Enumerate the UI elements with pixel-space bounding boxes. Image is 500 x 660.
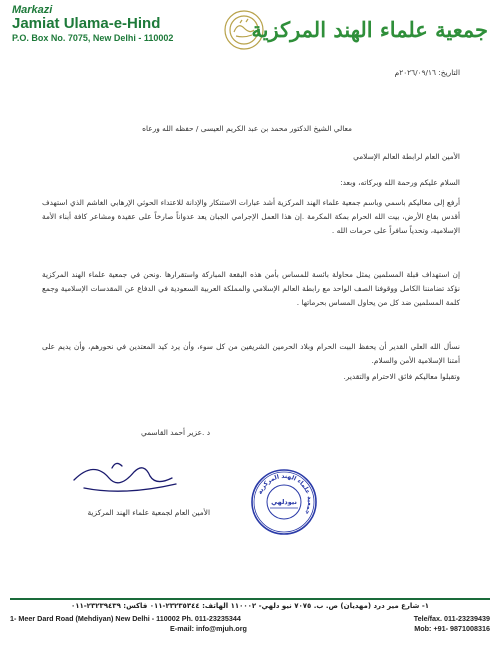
signatory-name: د .عزير أحمد القاسمي [140,428,210,437]
closing-line: وتقبلوا معاليكم فائق الاحترام والتقدير. [343,372,460,381]
footer-email[interactable]: E-mail: info@mjuh.org [170,624,247,633]
footer-divider [10,598,490,600]
handwritten-signature [64,450,184,500]
footer-telefax: Tele/fax. 011-23239439 [413,614,490,623]
footer-address-row [10,614,490,623]
stamp-ring-text: جمعية علماء الهند المركزية [256,472,314,516]
letter-date: التاريخ: ٢٠٢٦/٠٩/١٦م [394,68,460,77]
greeting: السلام عليكم ورحمة الله وبركاته، وبعد: [340,178,460,187]
recipient-title: الأمين العام لرابطة العالم الإسلامي [353,152,460,161]
footer-address: 1- Meer Dard Road (Mehdiyan) New Delhi - 110002 Ph. 011-23235344 [10,614,241,623]
org-address: P.O. Box No. 7075, New Delhi - 110002 [12,33,174,43]
org-name-line1: Markazi [12,4,53,16]
arabic-logotype: جمعية علماء الهند المركزية [251,17,488,42]
footer-mobile: Mob: +91- 9871008316 [414,624,490,633]
paragraph-2: إن استهداف قبلة المسلمين يمثل محاولة بائسة للمساس بأمن هذه البقعة المباركة واستقرارها .ونحن في جمعية علماء الهند المركزية نؤكد تضامننا الكامل ووقوفنا الصف الواحد مع رابطة العالم الإسلامي والمملكة العربية السعودية في الدفاع عن المقدسات الإسلامية وجمع كلمة المسلمين ضد كل من يحاول المساس بحرماتها . [42,270,460,307]
paragraph-1: أرفع إلى معاليكم باسمي وباسم جمعية علماء الهند المركزية أشد عبارات الاستنكار والإدانة للاعتداء الحوثي الإرهابي الغاشم الذي استهدف أقدس بقاع الأرض، بيت الله الحرام بمكة المكرمة .إن هذا العمل الإجرامي الجبان يعد عدواناً صارخاً على عقيدة ومشاعر كافة أبناء الأمة الإسلامية، وتحدياً سافراً على حرمات الله . [42,198,460,235]
recipient-name: معالي الشيخ الدكتور محمد بن عبد الكريم العيسى / حفظه الله ورعاه [142,124,352,133]
official-stamp [250,468,318,536]
paragraph-3: نسأل الله العلي القدير أن يحفظ البيت الحرام وبلاد الحرمين الشريفين من كل سوء، وأن يرد كيد المعتدين في نحورهم، وأن يديم على أمتنا الإسلامية الأمن والسلام. [42,342,460,365]
stamp-center-text: نيودلهي [271,498,297,506]
signatory-title: الأمين العام لجمعية علماء الهند المركزية [87,508,210,517]
svg-text:جمعية علماء الهند المركزية [256,473,313,516]
org-name-line2: Jamiat Ulama-e-Hind [12,15,161,32]
footer-arabic-address: ١- شارع مير درد (مهديان) ص. ب. ٧٠٧٥ نيو دلهي- ١١٠٠٠٢ الهاتف: ٢٣٢٣٥٣٤٤-٠١١ فاكس: ٢٣٢٣٩٤٣٩-٠١١ [70,602,430,610]
